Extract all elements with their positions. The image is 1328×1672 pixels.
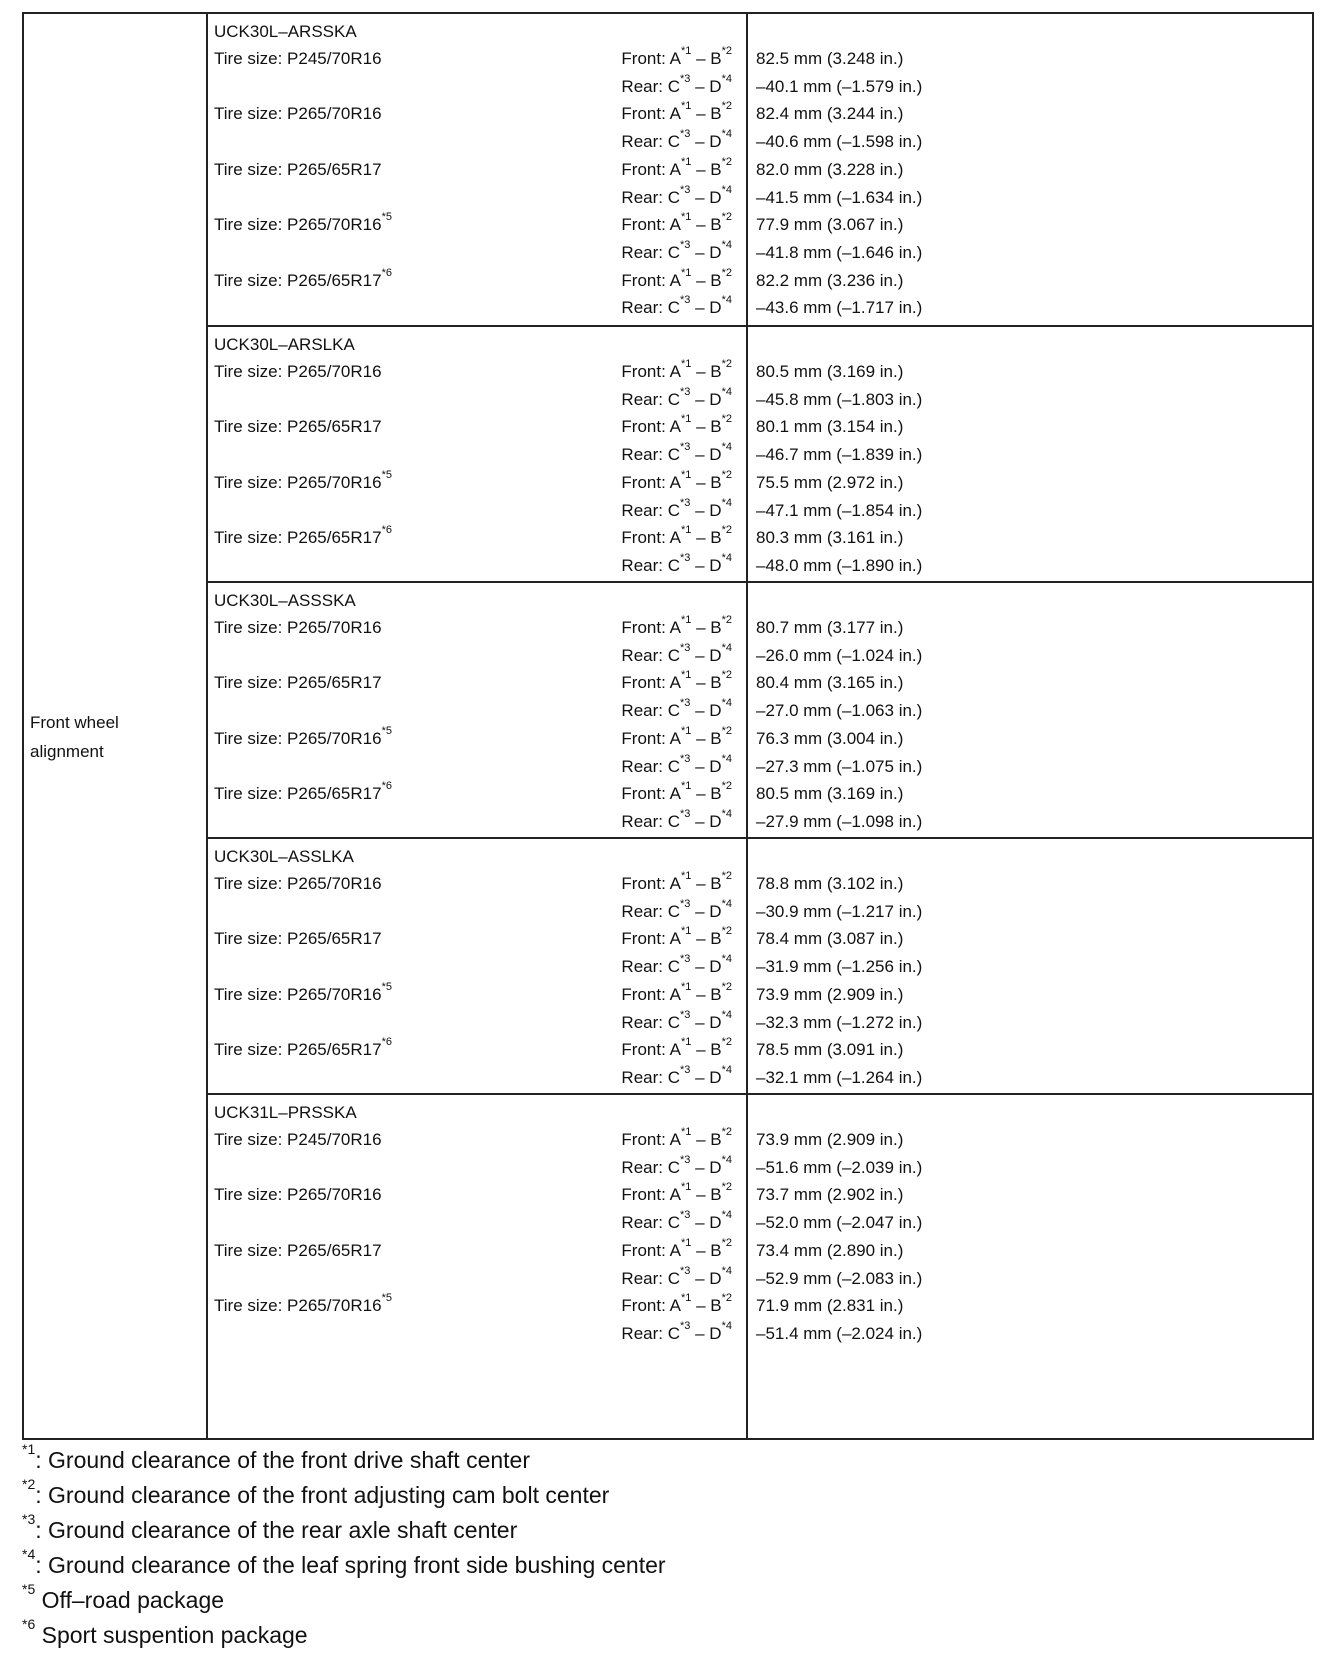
front-value: 73.4 mm (2.890 in.) xyxy=(756,1240,904,1260)
footnote-mark: *1 xyxy=(680,724,692,737)
table-row xyxy=(208,357,1314,386)
footnote-mark: *1 xyxy=(680,925,692,938)
front-measure-label: Front: $A^{*1} - B^{*2}$ xyxy=(621,100,732,124)
front-value: 82.5 mm (3.248 in.) xyxy=(756,49,904,68)
footnote-mark: *1 xyxy=(680,45,692,57)
front-measure-label: Front: $A^{*1} - B^{*2}$ xyxy=(621,724,732,748)
table-row xyxy=(208,1035,1314,1064)
table-row xyxy=(208,1180,1314,1209)
footnote-mark: *3 xyxy=(680,697,691,710)
footnote-mark: *3 xyxy=(680,1063,691,1076)
front-value: 76.3 mm (3.004 in.) xyxy=(756,728,904,748)
footnote-mark: *1 xyxy=(680,1126,692,1138)
rear-measure-label: Rear: $C^{*3} - D^{*4}$ xyxy=(621,1209,732,1233)
table-row xyxy=(208,641,1314,670)
tire-size: Tire size: P265/65R17 xyxy=(214,417,382,437)
footnote-mark: *2 xyxy=(721,468,732,481)
table-row xyxy=(208,1008,1314,1037)
table-row xyxy=(208,1063,1314,1092)
tire-size: Tire size: P265/70R16 xyxy=(214,618,382,637)
front-measure-label: Front: $A^{*1} - B^{*2}$ xyxy=(621,1292,732,1316)
table-row xyxy=(208,869,1314,898)
front-measure-label: Front: $A^{*1} - B^{*2}$ xyxy=(621,1126,732,1149)
rear-measure-label: Rear: $C^{*3} - D^{*4}$ xyxy=(621,1264,732,1288)
tire-size: Tire size: P265/65R17$^{*6}$ xyxy=(214,524,392,548)
rear-measure-label: Rear: $C^{*3} - D^{*4}$ xyxy=(621,752,732,776)
tire-size: Tire size: P265/70R16$^{*5}$ xyxy=(214,211,392,235)
footnote-mark: *1 xyxy=(680,358,692,370)
footnote-mark: *4 xyxy=(22,1546,36,1562)
footnote-mark: *2 xyxy=(721,669,732,682)
table-row xyxy=(208,523,1314,552)
tire-size: Tire size: P265/70R16 xyxy=(214,1185,382,1205)
footnote-mark: *3 xyxy=(680,294,691,307)
rear-measure-label: Rear: $C^{*3} - D^{*4}$ xyxy=(621,496,732,520)
footnote-mark: *1 xyxy=(680,980,692,993)
footnote-mark: *3 xyxy=(680,238,691,251)
footnote-mark: *2 xyxy=(721,358,732,370)
front-value: 80.5 mm (3.169 in.) xyxy=(756,784,904,804)
footnote-mark: *2 xyxy=(721,780,732,793)
tire-size: Tire size: P265/65R17 xyxy=(214,673,382,693)
front-measure-label: Front: $A^{*1} - B^{*2}$ xyxy=(621,669,732,693)
rear-measure-label: Rear: $C^{*3} - D^{*4}$ xyxy=(621,897,732,921)
table-row xyxy=(208,155,1314,184)
footnote-mark: *2 xyxy=(721,211,732,224)
rear-value: –52.0 mm (–2.047 in.) xyxy=(756,1213,923,1233)
footnote-mark: *3 xyxy=(680,752,691,765)
footnote-mark: *1 xyxy=(680,100,692,113)
footnote-mark: *1 xyxy=(680,155,692,168)
model-group xyxy=(208,14,1314,325)
footnote-mark: *4 xyxy=(721,953,732,966)
tire-size: Tire size: P265/70R16$^{*5}$ xyxy=(214,1292,392,1316)
footnote: $^{*4}$: Ground clearance of the leaf spring front side bushing center xyxy=(22,1546,666,1578)
front-value: 80.3 mm (3.161 in.) xyxy=(756,528,904,548)
front-value: 73.9 mm (2.909 in.) xyxy=(756,1130,904,1149)
table-row xyxy=(208,724,1314,753)
front-value: 71.9 mm (2.831 in.) xyxy=(756,1296,904,1316)
footnote-mark: *1 xyxy=(680,1236,692,1249)
footnote-mark: *3 xyxy=(680,1209,691,1222)
rear-measure-label: Rear: $C^{*3} - D^{*4}$ xyxy=(621,385,732,409)
rear-measure-label: Rear: $C^{*3} - D^{*4}$ xyxy=(621,953,732,977)
footnote-mark: *4 xyxy=(721,1153,732,1166)
footnote-mark: *1 xyxy=(680,266,692,279)
footnote-mark: *4 xyxy=(721,183,732,196)
footnote-mark: *4 xyxy=(721,1319,732,1332)
rear-value: –30.9 mm (–1.217 in.) xyxy=(756,901,923,921)
footnote-mark: *3 xyxy=(680,496,691,509)
footnote-mark: *2 xyxy=(721,1126,732,1138)
front-value: 80.5 mm (3.169 in.) xyxy=(756,362,904,381)
footnote-mark: *3 xyxy=(680,807,691,820)
footnote-mark: *6 xyxy=(381,266,392,279)
footnote-mark: *4 xyxy=(721,72,732,85)
footnote-mark: *2 xyxy=(721,524,732,537)
footnote-mark: *1 xyxy=(680,780,692,793)
footnote-mark: *5 xyxy=(381,211,392,224)
rear-measure-label: Rear: $C^{*3} - D^{*4}$ xyxy=(621,1008,732,1032)
footnote-mark: *2 xyxy=(721,870,732,882)
footnote-mark: *6 xyxy=(381,1036,392,1049)
footnote-mark: *3 xyxy=(680,1264,691,1277)
footnote-mark: *5 xyxy=(22,1581,36,1597)
front-measure-label: Front: $A^{*1} - B^{*2}$ xyxy=(621,468,732,492)
model-group xyxy=(208,325,1314,581)
front-value: 73.7 mm (2.902 in.) xyxy=(756,1185,904,1205)
table-row xyxy=(208,924,1314,953)
front-value: 75.5 mm (2.972 in.) xyxy=(756,472,904,492)
table-row xyxy=(208,412,1314,441)
footnote-mark: *2 xyxy=(721,1292,732,1305)
footnote-mark: *1 xyxy=(680,1292,692,1305)
rear-value: –40.6 mm (–1.598 in.) xyxy=(756,132,923,152)
model-code: UCK31L–PRSSKA xyxy=(214,1103,357,1122)
rear-measure-label: Rear: $C^{*3} - D^{*4}$ xyxy=(621,128,732,152)
footnote: $^{*2}$: Ground clearance of the front adjusting cam bolt center xyxy=(22,1476,610,1508)
rear-value: –51.6 mm (–2.039 in.) xyxy=(756,1157,923,1177)
footnote-mark: *5 xyxy=(381,724,392,737)
footnote-mark: *3 xyxy=(680,441,691,454)
table-row xyxy=(208,1319,1314,1348)
tire-size: Tire size: P265/65R17$^{*6}$ xyxy=(214,1036,392,1060)
table-row xyxy=(208,696,1314,725)
rear-measure-label: Rear: $C^{*3} - D^{*4}$ xyxy=(621,1153,732,1177)
footnote-mark: *6 xyxy=(381,780,392,793)
footnote-mark: *4 xyxy=(721,385,732,398)
footnote-mark: *4 xyxy=(721,641,732,654)
table-row xyxy=(208,1125,1314,1154)
footnote-mark: *1 xyxy=(680,1036,692,1049)
rear-value: –32.3 mm (–1.272 in.) xyxy=(756,1012,923,1032)
footnote-mark: *3 xyxy=(680,1008,691,1021)
front-measure-label: Front: $A^{*1} - B^{*2}$ xyxy=(621,266,732,290)
footnote-mark: *2 xyxy=(721,614,732,626)
tire-size: Tire size: P265/70R16$^{*5}$ xyxy=(214,724,392,748)
row-label: Front wheel alignment xyxy=(30,713,119,761)
table-row xyxy=(208,1291,1314,1320)
footnote-mark: *2 xyxy=(721,45,732,57)
footnote-mark: *4 xyxy=(721,807,732,820)
footnote-mark: *3 xyxy=(680,385,691,398)
footnote-mark: *4 xyxy=(721,1063,732,1076)
table-row xyxy=(208,72,1314,101)
model-group xyxy=(208,1093,1314,1349)
row-label-cell xyxy=(24,14,208,1438)
alignment-spec-table xyxy=(22,12,1314,1440)
model-code: UCK30L–ARSSKA xyxy=(214,22,357,41)
model-code: UCK30L–ARSLKA xyxy=(214,335,355,354)
tire-size: Tire size: P265/65R17 xyxy=(214,929,382,949)
tire-size: Tire size: P245/70R16 xyxy=(214,1130,382,1149)
tire-size: Tire size: P245/70R16 xyxy=(214,49,382,68)
footnote-mark: *3 xyxy=(680,551,691,564)
footnote-mark: *4 xyxy=(721,496,732,509)
footnote-mark: *4 xyxy=(721,1209,732,1222)
table-row xyxy=(208,752,1314,781)
footnote-mark: *4 xyxy=(721,238,732,251)
front-measure-label: Front: $A^{*1} - B^{*2}$ xyxy=(621,980,732,1004)
footnotes xyxy=(22,1443,666,1653)
rear-measure-label: Rear: $C^{*3} - D^{*4}$ xyxy=(621,1063,732,1087)
front-value: 78.5 mm (3.091 in.) xyxy=(756,1040,904,1060)
footnote-mark: *5 xyxy=(381,1292,392,1305)
footnote-mark: *1 xyxy=(680,1181,692,1194)
table-row xyxy=(208,779,1314,808)
table-row xyxy=(208,210,1314,239)
footnote-mark: *2 xyxy=(721,980,732,993)
table-row xyxy=(208,807,1314,836)
rear-value: –27.3 mm (–1.075 in.) xyxy=(756,756,923,776)
footnote-mark: *1 xyxy=(680,211,692,224)
footnote: $^{*5}$ Off–road package xyxy=(22,1581,225,1613)
front-value: 80.4 mm (3.165 in.) xyxy=(756,673,904,693)
tire-size: Tire size: P265/65R17 xyxy=(214,159,382,179)
footnote-mark: *4 xyxy=(721,897,732,910)
footnote-mark: *3 xyxy=(680,641,691,654)
table-row xyxy=(208,1236,1314,1265)
tire-size: Tire size: P265/65R17$^{*6}$ xyxy=(214,780,392,804)
rear-measure-label: Rear: $C^{*3} - D^{*4}$ xyxy=(621,807,732,831)
footnote-mark: *2 xyxy=(721,925,732,938)
front-value: 77.9 mm (3.067 in.) xyxy=(756,215,904,235)
table-row xyxy=(208,952,1314,981)
footnote: $^{*3}$: Ground clearance of the rear axle shaft center xyxy=(22,1511,518,1543)
front-value: 73.9 mm (2.909 in.) xyxy=(756,984,904,1004)
table-row xyxy=(208,293,1314,322)
model-code: UCK30L–ASSSKA xyxy=(214,591,356,610)
footnote-mark: *4 xyxy=(721,1264,732,1277)
table-row xyxy=(208,897,1314,926)
rear-measure-label: Rear: $C^{*3} - D^{*4}$ xyxy=(621,72,732,96)
front-measure-label: Front: $A^{*1} - B^{*2}$ xyxy=(621,870,732,893)
rear-value: –31.9 mm (–1.256 in.) xyxy=(756,957,923,977)
rear-measure-label: Rear: $C^{*3} - D^{*4}$ xyxy=(621,238,732,262)
footnote-mark: *1 xyxy=(680,870,692,882)
footnote-mark: *2 xyxy=(721,724,732,737)
table-row xyxy=(208,44,1314,73)
rear-value: –27.9 mm (–1.098 in.) xyxy=(756,811,923,831)
footnote-mark: *4 xyxy=(721,551,732,564)
rear-measure-label: Rear: $C^{*3} - D^{*4}$ xyxy=(621,294,732,318)
rear-value: –26.0 mm (–1.024 in.) xyxy=(756,645,923,665)
footnote-mark: *1 xyxy=(680,669,692,682)
rear-value: –41.8 mm (–1.646 in.) xyxy=(756,242,923,262)
front-value: 78.8 mm (3.102 in.) xyxy=(756,874,904,893)
footnote-mark: *3 xyxy=(680,128,691,141)
rear-measure-label: Rear: $C^{*3} - D^{*4}$ xyxy=(621,183,732,207)
table-row xyxy=(208,980,1314,1009)
table-row xyxy=(208,99,1314,128)
tire-size: Tire size: P265/65R17$^{*6}$ xyxy=(214,266,392,290)
rear-value: –32.1 mm (–1.264 in.) xyxy=(756,1067,923,1087)
footnote-mark: *3 xyxy=(680,897,691,910)
table-row xyxy=(208,440,1314,469)
tire-size: Tire size: P265/70R16$^{*5}$ xyxy=(214,468,392,492)
front-measure-label: Front: $A^{*1} - B^{*2}$ xyxy=(621,45,732,68)
front-measure-label: Front: $A^{*1} - B^{*2}$ xyxy=(621,211,732,235)
front-measure-label: Front: $A^{*1} - B^{*2}$ xyxy=(621,358,732,381)
front-value: 82.0 mm (3.228 in.) xyxy=(756,159,904,179)
footnote-mark: *1 xyxy=(680,614,692,626)
front-value: 80.1 mm (3.154 in.) xyxy=(756,417,904,437)
front-measure-label: Front: $A^{*1} - B^{*2}$ xyxy=(621,1236,732,1260)
table-row xyxy=(208,468,1314,497)
footnote-mark: *4 xyxy=(721,294,732,307)
rear-value: –51.4 mm (–2.024 in.) xyxy=(756,1323,923,1343)
front-measure-label: Front: $A^{*1} - B^{*2}$ xyxy=(621,614,732,637)
rear-value: –48.0 mm (–1.890 in.) xyxy=(756,555,923,575)
rear-value: –46.7 mm (–1.839 in.) xyxy=(756,445,923,465)
footnote-mark: *6 xyxy=(22,1616,36,1632)
footnote-mark: *5 xyxy=(381,468,392,481)
table-row xyxy=(208,551,1314,580)
footnote-mark: *3 xyxy=(680,1319,691,1332)
rear-value: –27.0 mm (–1.063 in.) xyxy=(756,701,923,721)
footnote-mark: *2 xyxy=(721,413,732,426)
footnote-mark: *2 xyxy=(22,1476,36,1492)
front-measure-label: Front: $A^{*1} - B^{*2}$ xyxy=(621,413,732,437)
table-row xyxy=(208,385,1314,414)
tire-size: Tire size: P265/70R16$^{*5}$ xyxy=(214,980,392,1004)
footnote-mark: *4 xyxy=(721,752,732,765)
footnote-mark: *2 xyxy=(721,1181,732,1194)
footnote-mark: *3 xyxy=(680,1153,691,1166)
model-group xyxy=(208,837,1314,1093)
front-value: 78.4 mm (3.087 in.) xyxy=(756,929,904,949)
table-row xyxy=(208,496,1314,525)
rear-value: –52.9 mm (–2.083 in.) xyxy=(756,1268,923,1288)
rear-value: –47.1 mm (–1.854 in.) xyxy=(756,500,923,520)
footnote-mark: *4 xyxy=(721,697,732,710)
front-measure-label: Front: $A^{*1} - B^{*2}$ xyxy=(621,1036,732,1060)
footnote-mark: *2 xyxy=(721,100,732,113)
footnote-mark: *4 xyxy=(721,441,732,454)
rear-measure-label: Rear: $C^{*3} - D^{*4}$ xyxy=(621,551,732,575)
footnote-mark: *2 xyxy=(721,1236,732,1249)
front-value: 82.4 mm (3.244 in.) xyxy=(756,104,904,124)
footnote-mark: *1 xyxy=(680,413,692,426)
footnote: $^{*1}$: Ground clearance of the front drive shaft center xyxy=(22,1441,531,1473)
rear-measure-label: Rear: $C^{*3} - D^{*4}$ xyxy=(621,1319,732,1343)
footnote-mark: *2 xyxy=(721,1036,732,1049)
front-value: 82.2 mm (3.236 in.) xyxy=(756,270,904,290)
front-measure-label: Front: $A^{*1} - B^{*2}$ xyxy=(621,524,732,548)
footnote-mark: *3 xyxy=(22,1511,36,1527)
tire-size: Tire size: P265/70R16 xyxy=(214,874,382,893)
tire-size: Tire size: P265/65R17 xyxy=(214,1240,382,1260)
model-group xyxy=(208,581,1314,837)
table-row xyxy=(208,1208,1314,1237)
table-row xyxy=(208,183,1314,212)
table-row xyxy=(208,668,1314,697)
table-row xyxy=(208,1153,1314,1182)
front-measure-label: Front: $A^{*1} - B^{*2}$ xyxy=(621,780,732,804)
rear-value: –45.8 mm (–1.803 in.) xyxy=(756,389,923,409)
footnote-mark: *1 xyxy=(680,524,692,537)
front-value: 80.7 mm (3.177 in.) xyxy=(756,618,904,637)
footnote-mark: *5 xyxy=(381,980,392,993)
footnote-mark: *2 xyxy=(721,155,732,168)
footnote-mark: *1 xyxy=(22,1441,36,1457)
footnote-mark: *3 xyxy=(680,183,691,196)
rear-value: –43.6 mm (–1.717 in.) xyxy=(756,298,923,318)
rear-measure-label: Rear: $C^{*3} - D^{*4}$ xyxy=(621,697,732,721)
table-row xyxy=(208,266,1314,295)
table-row xyxy=(208,238,1314,267)
table-row xyxy=(208,127,1314,156)
tire-size: Tire size: P265/70R16 xyxy=(214,104,382,124)
front-measure-label: Front: $A^{*1} - B^{*2}$ xyxy=(621,155,732,179)
footnote: $^{*6}$ Sport suspention package xyxy=(22,1616,308,1648)
front-measure-label: Front: $A^{*1} - B^{*2}$ xyxy=(621,925,732,949)
footnote-mark: *3 xyxy=(680,72,691,85)
rear-measure-label: Rear: $C^{*3} - D^{*4}$ xyxy=(621,441,732,465)
table-row xyxy=(208,1264,1314,1293)
footnote-mark: *1 xyxy=(680,468,692,481)
footnote-mark: *3 xyxy=(680,953,691,966)
footnote-mark: *2 xyxy=(721,266,732,279)
table-row xyxy=(208,613,1314,642)
front-measure-label: Front: $A^{*1} - B^{*2}$ xyxy=(621,1181,732,1205)
model-code: UCK30L–ASSLKA xyxy=(214,847,354,866)
footnote-mark: *4 xyxy=(721,128,732,141)
rear-value: –41.5 mm (–1.634 in.) xyxy=(756,187,923,207)
rear-measure-label: Rear: $C^{*3} - D^{*4}$ xyxy=(621,641,732,665)
footnote-mark: *4 xyxy=(721,1008,732,1021)
footnote-mark: *6 xyxy=(381,524,392,537)
rear-value: –40.1 mm (–1.579 in.) xyxy=(756,76,923,96)
tire-size: Tire size: P265/70R16 xyxy=(214,362,382,381)
